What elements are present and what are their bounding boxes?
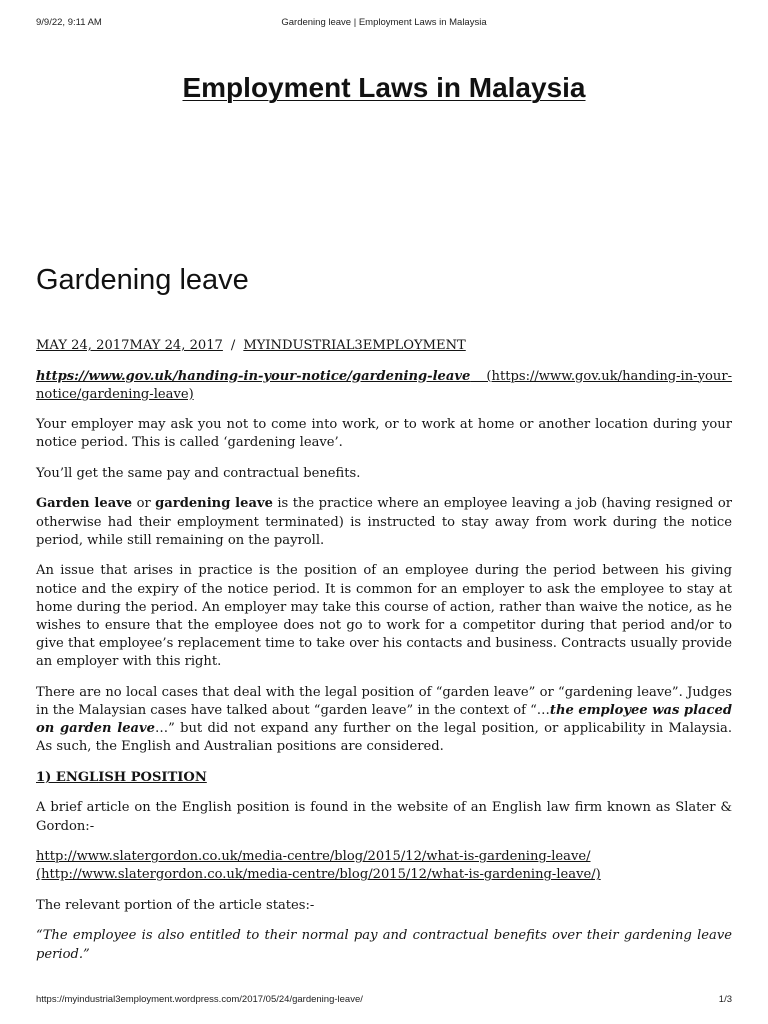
p3-or: or	[132, 496, 156, 512]
source-link-text: https://www.gov.uk/handing-in-your-notice/gardening-leave	[36, 368, 471, 384]
site-title-link[interactable]: Employment Laws in Malaysia	[182, 72, 586, 103]
post-title: Gardening leave	[36, 264, 249, 296]
slatergordon-printed-url: (http://www.slatergordon.co.uk/media-centre/blog/2015/12/what-is-gardening-leave/)	[36, 867, 601, 883]
source-link[interactable]	[36, 369, 732, 402]
post-author-link[interactable]: MYINDUSTRIAL3EMPLOYMENT	[243, 338, 466, 353]
site-title	[0, 72, 768, 104]
print-page-title: Gardening leave | Employment Laws in Malaysia	[281, 17, 487, 28]
paragraph-6: A brief article on the English position is found in the website of an English law firm known as Slater & Gordon:-	[36, 800, 732, 834]
paragraph-4: An issue that arises in practice is the position of an employee during the period between his giving notice and the expiry of the notice period. It is common for an employer to ask the employee to stay at home during the period. An employer may take this course of action, rather than waive the notice, as he wishes to ensure that the employee does not go to work for a competitor during that period and/or to give that employee’s replacement time to take over his contacts and business. Contracts usually provide an employer with this right.	[36, 563, 732, 670]
p5-end: …” but did not expand any further on the legal position, or applicability in Malaysia. As such, the English and Australian positions are considered.	[36, 721, 732, 755]
print-url: https://myindustrial3employment.wordpress.com/2017/05/24/gardening-leave/	[36, 994, 363, 1005]
source-link-line	[36, 368, 732, 404]
paragraph-1: Your employer may ask you not to come into work, or to work at home or another location during your notice period. This is called ‘gardening leave’.	[36, 417, 732, 451]
post-date-link[interactable]: MAY 24, 2017MAY 24, 2017	[36, 338, 223, 353]
paragraph-7: The relevant portion of the article states:-	[36, 897, 315, 913]
term-garden-leave: Garden leave	[36, 496, 133, 512]
post-content	[36, 337, 732, 976]
paragraph-5	[36, 684, 732, 757]
term-gardening-leave: gardening leave	[155, 496, 273, 512]
section-heading-english-position: 1) ENGLISH POSITION	[36, 769, 207, 785]
slatergordon-link[interactable]	[36, 849, 601, 882]
quote: “The employee is also entitled to their normal pay and contractual benefits over their gardening leave period.”	[36, 928, 732, 962]
slatergordon-link-line	[36, 848, 732, 884]
paragraph-2: You’ll get the same pay and contractual benefits.	[36, 465, 361, 481]
print-footer	[36, 994, 732, 1008]
print-datetime: 9/9/22, 9:11 AM	[36, 17, 102, 28]
source-printed-url: (https://www.gov.uk/handing-in-your-notice/gardening-leave)	[36, 368, 732, 402]
p3-rest: is the practice where an employee leaving a job (having resigned or otherwise had their employment terminated) is instructed to stay away from work during the notice period, while still remaining on the payroll.	[36, 496, 732, 548]
p5-start: There are no local cases that deal with the legal position of “garden leave” or “gardening leave”. Judges in the Malaysian cases have talked about “garden leave” in the context of “…	[36, 684, 732, 719]
slatergordon-link-text: http://www.slatergordon.co.uk/media-centre/blog/2015/12/what-is-gardening-leave/	[36, 849, 591, 865]
meta-separator: /	[230, 338, 236, 353]
page-number: 1/3	[718, 994, 732, 1005]
paragraph-3	[36, 495, 732, 550]
post-meta	[36, 337, 732, 355]
print-header	[36, 17, 732, 31]
p5-emphasis: the employee was placed on garden leave	[36, 703, 732, 737]
